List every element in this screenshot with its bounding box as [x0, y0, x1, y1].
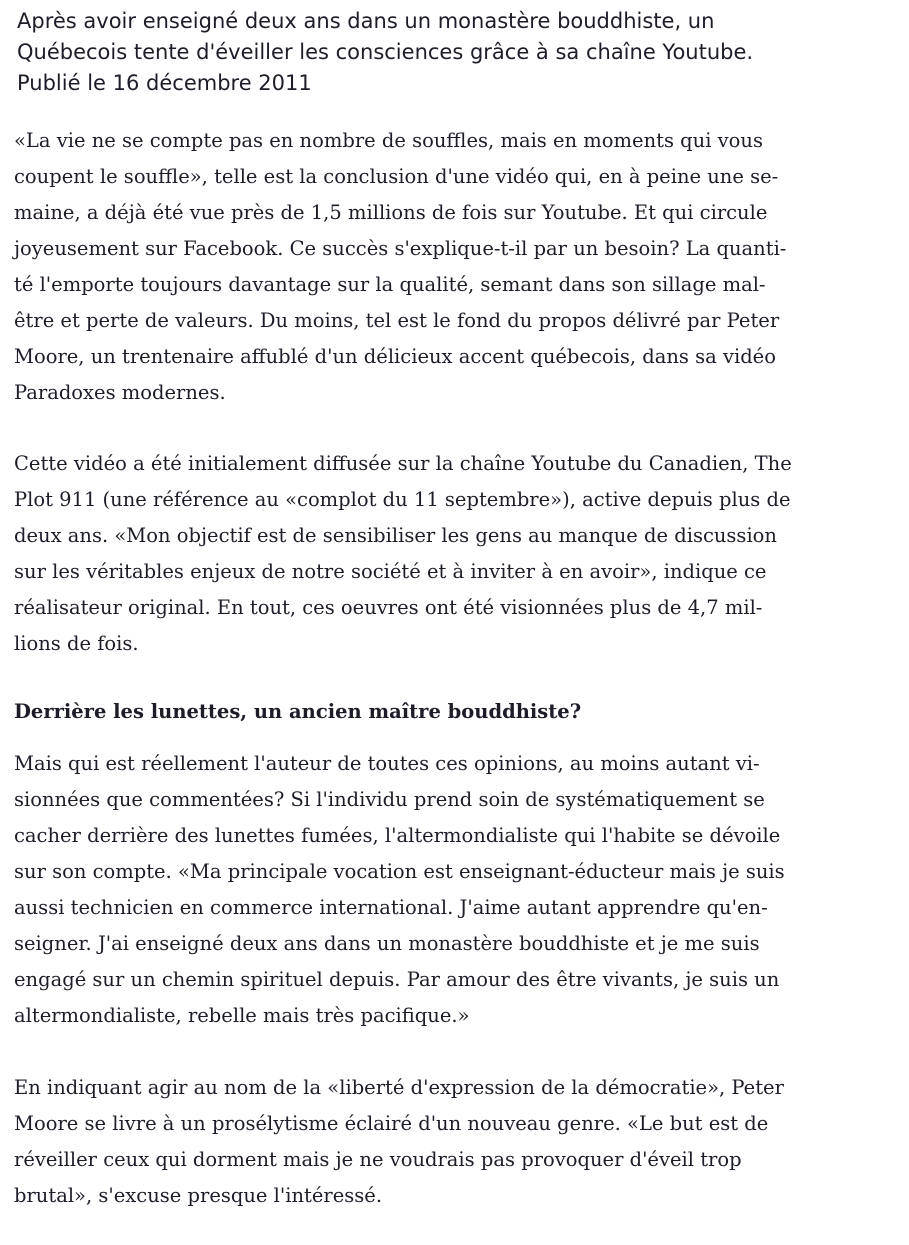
paragraph-line: Cette vidéo a été initialement diffusée sur la chaîne Youtube du Canadien, The	[14, 452, 792, 475]
paragraph-line: brutal», s'excuse presque l'intéressé.	[14, 1184, 383, 1207]
paragraph-line: Plot 911 (une référence au «complot du 11 septembre»), active depuis plus de	[14, 488, 791, 511]
paragraph-line: deux ans. «Mon objectif est de sensibiliser les gens au manque de discussion	[14, 524, 777, 547]
article-paragraph-2	[14, 446, 899, 662]
paragraph-line: té l'emporte toujours davantage sur la qualité, semant dans son sillage mal-	[14, 273, 766, 296]
paragraph-line: lions de fois.	[14, 632, 139, 655]
paragraph-line: En indiquant agir au nom de la «liberté d'expression de la démocratie», Peter	[14, 1076, 784, 1099]
publication-date: Publié le 16 décembre 2011	[17, 71, 312, 95]
paragraph-line: réalisateur original. En tout, ces oeuvres ont été visionnées plus de 4,7 mil-	[14, 596, 763, 619]
paragraph-line: être et perte de valeurs. Du moins, tel est le fond du propos délivré par Peter	[14, 309, 780, 332]
paragraph-line: Moore, un trentenaire affublé d'un délicieux accent québecois, dans sa vidéo	[14, 345, 776, 368]
paragraph-line: «La vie ne se compte pas en nombre de souffles, mais en moments qui vous	[14, 129, 763, 152]
paragraph-line: joyeusement sur Facebook. Ce succès s'explique-t-il par un besoin? La quanti-	[14, 237, 787, 260]
paragraph-line: coupent le souffle», telle est la conclusion d'une vidéo qui, en à peine une se-	[14, 165, 779, 188]
paragraph-line: aussi technicien en commerce international. J'aime autant apprendre qu'en-	[14, 896, 768, 919]
paragraph-line: engagé sur un chemin spirituel depuis. Par amour des être vivants, je suis un	[14, 968, 780, 991]
standfirst-line: Québecois tente d'éveiller les consciences grâce à sa chaîne Youtube.	[17, 40, 754, 64]
section-subheading: Derrière les lunettes, un ancien maître bouddhiste?	[14, 700, 582, 723]
paragraph-line: cacher derrière des lunettes fumées, l'altermondialiste qui l'habite se dévoile	[14, 824, 781, 847]
paragraph-line: seigner. J'ai enseigné deux ans dans un monastère bouddhiste et je me suis	[14, 932, 760, 955]
paragraph-line: altermondialiste, rebelle mais très pacifique.»	[14, 1004, 470, 1027]
paragraph-line: Moore se livre à un prosélytisme éclairé d'un nouveau genre. «Le but est de	[14, 1112, 769, 1135]
paragraph-line: réveiller ceux qui dorment mais je ne voudrais pas provoquer d'éveil trop	[14, 1148, 742, 1171]
article-paragraph-4	[14, 1070, 899, 1214]
paragraph-line: sionnées que commentées? Si l'individu prend soin de systématiquement se	[14, 788, 765, 811]
article-standfirst	[17, 6, 897, 99]
article-paragraph-3	[14, 746, 899, 1034]
paragraph-line: Paradoxes modernes.	[14, 381, 226, 404]
paragraph-line: Mais qui est réellement l'auteur de toutes ces opinions, au moins autant vi-	[14, 752, 760, 775]
paragraph-line: sur les véritables enjeux de notre société et à inviter à en avoir», indique ce	[14, 560, 767, 583]
standfirst-line: Après avoir enseigné deux ans dans un monastère bouddhiste, un	[17, 9, 715, 33]
article-paragraph-1	[14, 123, 899, 411]
paragraph-line: maine, a déjà été vue près de 1,5 millions de fois sur Youtube. Et qui circule	[14, 201, 768, 224]
paragraph-line: sur son compte. «Ma principale vocation est enseignant-éducteur mais je suis	[14, 860, 785, 883]
